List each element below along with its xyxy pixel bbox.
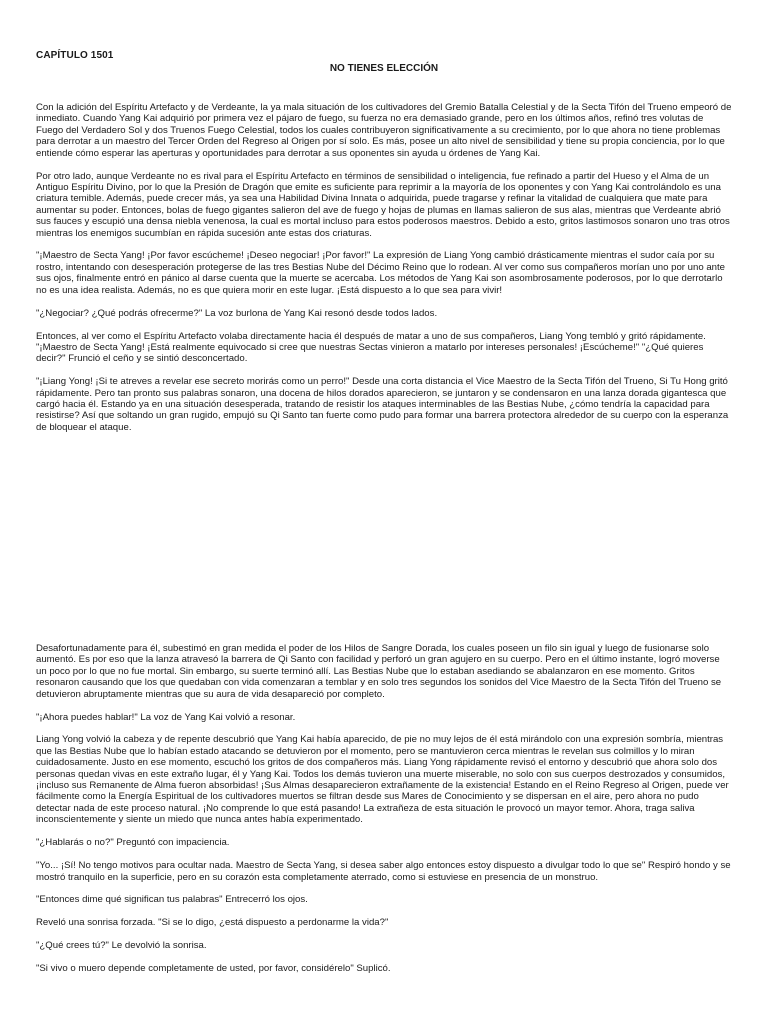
paragraph: Entonces, al ver como el Espíritu Artefacto volaba directamente hacia él después de matar a uno de sus compañeros, Liang Yong tembló y gritó rápidamente. "¡Maestro de Secta Yang! ¡Está realmente equivocado si cree que nuestras Sectas vinieron a matarlo por intereses personales! ¡Escúcheme!" "¿Qué quieres decir?" Frunció el ceño y se sintió desconcertado. [36, 330, 706, 365]
paragraph: "¡Ahora puedes hablar!" La voz de Yang Kai volvió a resonar. [36, 711, 296, 723]
paragraph: Con la adición del Espíritu Artefacto y de Verdeante, la ya mala situación de los cultivadores del Gremio Batalla Celestial y de la Secta Tifón del Trueno empeoró de inmediato. Cuando Yang Kai adquirió por primera vez el pájaro de fuego, su fuerza no era demasiado grande, pero en los últimos años, refinó tres volutas de Fuego del Verdadero Sol y dos Truenos Fuego Celestial, todos los cuales contribuyeron significativamente a su crecimiento, por lo que ahora no tiene problemas para derrotar a un maestro del Tercer Orden del Regreso al Origen por sí solo. Es más, posee un alto nivel de sensibilidad y tiene su propia conciencia, por lo que entiende cómo esperar las aperturas y oportunidades para derrotar a sus oponentes sin ayuda u órdenes de Yang Kai. [36, 102, 732, 159]
paragraph: "¡Liang Yong! ¡Si te atreves a revelar ese secreto morirás como un perro!" Desde una corta distancia el Vice Maestro de la Secta Tifón del Trueno, Si Tu Hong gritó rápidamente. Pero tan pronto sus palabras sonaron, una docena de hilos dorados aparecieron, se juntaron y se condensaron en una lanza dorada gigantesca que cargó hacia él. Estando ya en una situación desesperada, tratando de resistir los ataques interminables de las Bestias Nube, ¿cómo tendría la capacidad para resistirse? Así que soltando un gran rugido, empujó su Qi Santo tan fuerte como pudo para formar una barrera protectora alrededor de su cuerpo con la esperanza de bloquear el ataque. [36, 376, 729, 433]
paragraph: Desafortunadamente para él, subestimó en gran medida el poder de los Hilos de Sangre Dorada, los cuales poseen un filo sin igual y luego de fusionarse solo aumentó. Es por eso que la lanza atravesó la barrera de Qi Santo con facilidad y perforó un gran agujero en su cuerpo. Pero en el último instante, logró moverse un poco por lo que no fue mortal. Sin embargo, su suerte terminó allí. Las Bestias Nube que lo estaban asediando se abalanzaron en ese momento. Gritos resonaron causando que los que quedaban con vida comenzaran a temblar y en solo tres segundos los sonidos del Vice Maestro de la Secta Tifón del Trueno se detuvieron abruptamente mientras que su aura de vida desapareció por completo. [36, 643, 722, 700]
chapter-title: NO TIENES ELECCIÓN [329, 63, 439, 74]
chapter-number: CAPÍTULO 1501 [36, 50, 114, 61]
paragraph: "¿Qué crees tú?" Le devolvió la sonrisa. [36, 940, 207, 952]
paragraph: "Entonces dime qué significan tus palabras" Entrecerró los ojos. [36, 894, 308, 906]
paragraph: "¿Hablarás o no?" Preguntó con impaciencia. [36, 837, 230, 849]
text-block-lower [36, 643, 732, 986]
paragraph: "¡Maestro de Secta Yang! ¡Por favor escúcheme! ¡Deseo negociar! ¡Por favor!" La expresión de Liang Yong cambió drásticamente mientras el sudor caía por su rostro, intentando con desesperación protegerse de las tres Bestias Nube del Décimo Reino que lo rodean. Al ver como sus compañeros morían uno por uno ante sus ojos, finalmente entró en pánico al darse cuenta que la muerte se acercaba. Los métodos de Yang Kai son asombrosamente poderosos, por lo que derrotarlo no es una idea realista. Además, no es que quiera morir en este lugar. ¡Está dispuesto a lo que sea para vivir! [36, 250, 726, 296]
paragraph: "Yo... ¡Sí! No tengo motivos para ocultar nada. Maestro de Secta Yang, si desea saber algo entonces estoy dispuesto a divulgar todo lo que se" Respiró hondo y se mostró tranquilo en la superficie, pero en su corazón esta completamente aterrado, como si estuviese en presencia de un monstruo. [36, 860, 731, 883]
paragraph: Liang Yong volvió la cabeza y de repente descubrió que Yang Kai había aparecido, de pie no muy lejos de él está mirándolo con una expresión sombría, mientras que las Bestias Nube que lo habían estado atacando se detuvieron por el momento, pero se mantuvieron cerca mientras le revelan sus colmillos y lo miran cuidadosamente. Justo en ese momento, escuchó los gritos de dos compañeros más. Liang Yong rápidamente revisó el entorno y descubrió que ahora solo dos personas quedan vivas en este extraño lugar, él y Yang Kai. Todos los demás tuvieron una muerte miserable, no solo con sus cuerpos destrozados y consumidos, ¡incluso sus Remanente de Alma fueron absorbidas! ¡Sus Almas desaparecieron extrañamente de la existencia! Estando en el Reino Regreso al Origen, puede ver fácilmente como la Energía Espiritual de los cultivadores muertos se filtran desde sus Mares de Conocimiento y se dispersan en el aire, pero ahora no pudo detectar nada de este proceso natural. ¡No comprende lo que está pasando! La extrañeza de esta situación le provocó un mayor temor. Ahora, traga saliva inconscientemente y siente un miedo que nunca antes había experimentado. [36, 734, 729, 826]
paragraph: "¿Negociar? ¿Qué podrás ofrecerme?" La voz burlona de Yang Kai resonó desde todos lados. [36, 307, 438, 319]
text-block-upper [36, 102, 732, 445]
paragraph: "Si vivo o muero depende completamente de usted, por favor, considérelo" Suplicó. [36, 963, 391, 975]
paragraph: Por otro lado, aunque Verdeante no es rival para el Espíritu Artefacto en términos de sensibilidad o inteligencia, fue refinado a partir del Hueso y el Alma de un Antiguo Espíritu Divino, por lo que la Presión de Dragón que emite es suficiente para reprimir a la mayoría de los oponentes y con Yang Kai controlándolo es una criatura temible. Además, puede crecer más, ya sea una Habilidad Divina Innata o adquirida, puede tragarse y refinar la vitalidad de cualquiera que mate para aumentar su poder. Entonces, bolas de fuego gigantes salieron del ave de fuego y hojas de plumas en llamas salieron de sus alas, mientras que Verdeante abrió sus fauces y escupió una densa niebla venenosa, la cual es mortal incluso para estos poderosos maestros. Debido a esto, gritos lastimosos sonaron uno tras otros mientras los enemigos sucumbían en rápida sucesión ante estas dos criaturas. [36, 170, 730, 239]
paragraph: Reveló una sonrisa forzada. "Si se lo digo, ¿está dispuesto a perdonarme la vida?" [36, 917, 389, 929]
